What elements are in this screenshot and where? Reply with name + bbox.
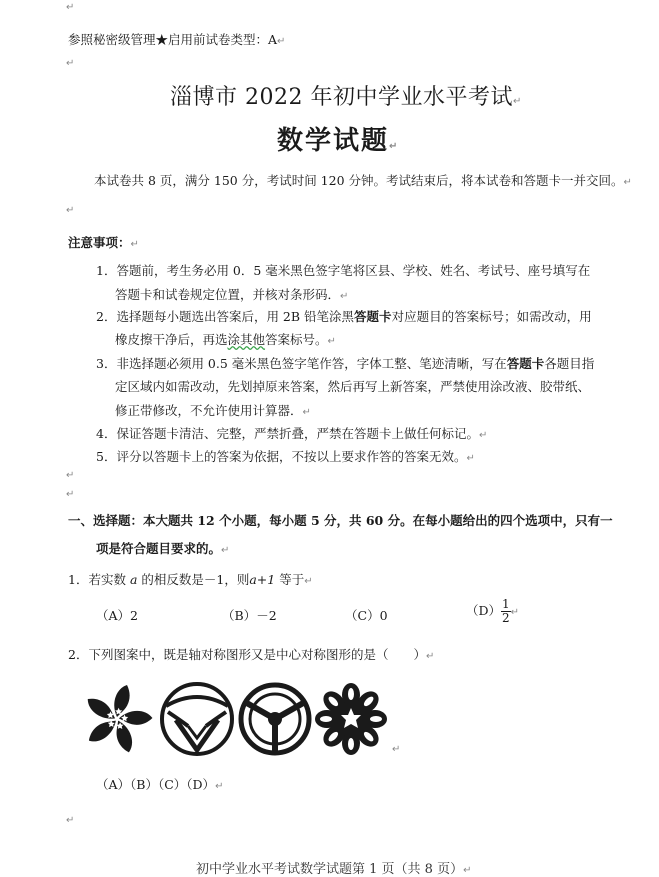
steering-wheel-figure — [236, 680, 314, 758]
question-1-stem — [68, 570, 313, 588]
subject-text: 数学试题 — [277, 126, 390, 156]
note-item-2-line-1 — [96, 307, 592, 325]
subject-title — [277, 120, 399, 157]
paragraph-mark: ↵ — [512, 96, 522, 107]
page-footer — [196, 858, 471, 877]
option-value: 2 — [130, 608, 138, 623]
footer-text: 初中学业水平考试数学试题第 1 页（共 8 页） — [196, 862, 464, 877]
note-text: 5．评分以答题卡上的答案为依据，不按以上要求作答的答案无效。 — [96, 449, 467, 464]
paragraph-mark: ↵ — [425, 651, 435, 662]
q1-expression: a+1 — [249, 572, 276, 587]
note-text: 2．选择题每小题选出答案后，用 2B 铅笔涂黑 — [96, 309, 355, 324]
note-text: 3．非选择题必须用 0.5 毫米黑色签字笔作答，字体工整、笔迹清晰，写在 — [96, 356, 507, 371]
paragraph-mark: ↵ — [327, 336, 336, 347]
note-item-3-line-2: 定区域内如需改动，先划掉原来答案，然后再写上新答案，严禁使用涂改液、胶带纸、 — [115, 379, 591, 394]
note-text: 4．保证答题卡清洁、完整，严禁折叠，严禁在答题卡上做任何标记。 — [96, 426, 479, 441]
paragraph-mark: ↵ — [463, 865, 472, 876]
note-text: 修正带修改，不允许使用计算器． — [115, 403, 303, 418]
intro-text: 本试卷共 8 页，满分 150 分，考试时间 120 分钟。考试结束后，将本试卷和答题卡一并交回。 — [94, 173, 624, 188]
confidentiality-line — [68, 30, 285, 48]
paragraph-mark: ↵ — [66, 489, 75, 500]
option-label: （B） — [222, 608, 257, 623]
q1-option-b[interactable] — [222, 606, 277, 624]
note-item-3-line-1 — [96, 354, 594, 372]
paragraph-mark: ↵ — [66, 2, 75, 13]
octagonal-flower-figure — [312, 680, 390, 758]
option-label: （C） — [345, 608, 380, 623]
section-text: 项是符合题目要求的。 — [96, 541, 222, 556]
paragraph-mark: ↵ — [277, 36, 286, 47]
q1-text: 的相反数是－1，则 — [141, 572, 250, 587]
paragraph-mark: ↵ — [340, 291, 349, 302]
exam-intro — [94, 171, 632, 189]
note-item-2-line-2 — [115, 330, 336, 348]
paragraph-mark: ↵ — [478, 430, 488, 441]
answer-labels-text: （A）（B）（C）（D） — [96, 777, 216, 792]
paragraph-mark: ↵ — [392, 744, 401, 755]
exam-name-text: 淄博市 2022 年初中学业水平考试 — [170, 85, 513, 110]
note-text: 对应题目的答案标号；如需改动，用 — [391, 309, 592, 324]
fraction — [501, 598, 511, 625]
paragraph-mark: ↵ — [221, 545, 230, 556]
q1-option-a[interactable] — [96, 606, 138, 624]
option-value: 0 — [379, 608, 388, 623]
answer-card-bold: 答题卡 — [506, 356, 545, 371]
paragraph-mark: ↵ — [130, 239, 139, 250]
answer-card-bold: 答题卡 — [354, 309, 392, 324]
paragraph-mark: ↵ — [304, 576, 313, 587]
paragraph-mark: ↵ — [389, 141, 400, 152]
note-text: 答案标号。 — [265, 332, 328, 347]
notes-heading — [68, 233, 139, 251]
option-label: （A） — [96, 608, 131, 623]
paragraph-mark: ↵ — [466, 453, 475, 464]
paragraph-mark: ↵ — [66, 58, 75, 69]
section-1-heading-line-2 — [96, 539, 229, 557]
confidentiality-text: 参照秘密级管理★启用前试卷类型：A — [68, 32, 278, 47]
paragraph-mark: ↵ — [623, 177, 632, 188]
paragraph-mark: ↵ — [302, 407, 311, 418]
q2-answer-labels — [96, 775, 223, 793]
exam-name-title — [170, 80, 522, 111]
petal — [114, 685, 129, 717]
note-item-5 — [96, 447, 475, 465]
q1-text: 等于 — [279, 572, 305, 587]
option-label: （D） — [466, 603, 502, 618]
paragraph-mark: ↵ — [215, 781, 224, 792]
note-item-1-line-1: 1．答题前，考生务必用 0．5 毫米黑色签字笔将区县、学校、姓名、考试号、座号填写在 — [96, 263, 591, 278]
note-text: 答题卡和试卷规定位置，并核对条形码． — [115, 287, 341, 302]
q1-variable: a — [129, 572, 138, 587]
question-2-stem — [68, 645, 434, 663]
fraction-denominator: 2 — [502, 611, 510, 625]
note-item-4 — [96, 424, 487, 442]
q2-text: 2．下列图案中，既是轴对称图形又是中心对称图形的是（ ） — [68, 647, 426, 662]
underlined-text: 涂其他 — [227, 332, 266, 347]
fraction-numerator: 1 — [502, 597, 510, 611]
paragraph-mark: ↵ — [510, 607, 520, 618]
ring-with-check-figure — [158, 680, 236, 758]
option-value: －2 — [256, 608, 277, 623]
paragraph-mark: ↵ — [66, 205, 75, 216]
pinwheel-flower-figure — [78, 680, 156, 758]
note-text: 橡皮擦干净后，再选 — [115, 332, 228, 347]
paragraph-mark: ↵ — [66, 815, 75, 826]
note-text: 各题目指 — [544, 356, 595, 371]
q1-text: 1．若实数 — [68, 572, 126, 587]
paragraph-mark: ↵ — [66, 470, 75, 481]
section-1-heading-line-1: 一、选择题：本大题共 12 个小题，每小题 5 分，共 60 分。在每小题给出的四个选项中，只有一 — [68, 513, 613, 528]
note-item-3-line-3 — [115, 401, 311, 419]
notes-heading-text: 注意事项： — [68, 235, 131, 250]
note-item-1-line-2 — [115, 285, 348, 303]
q1-option-d[interactable] — [466, 598, 519, 625]
q1-option-c[interactable] — [345, 606, 388, 624]
